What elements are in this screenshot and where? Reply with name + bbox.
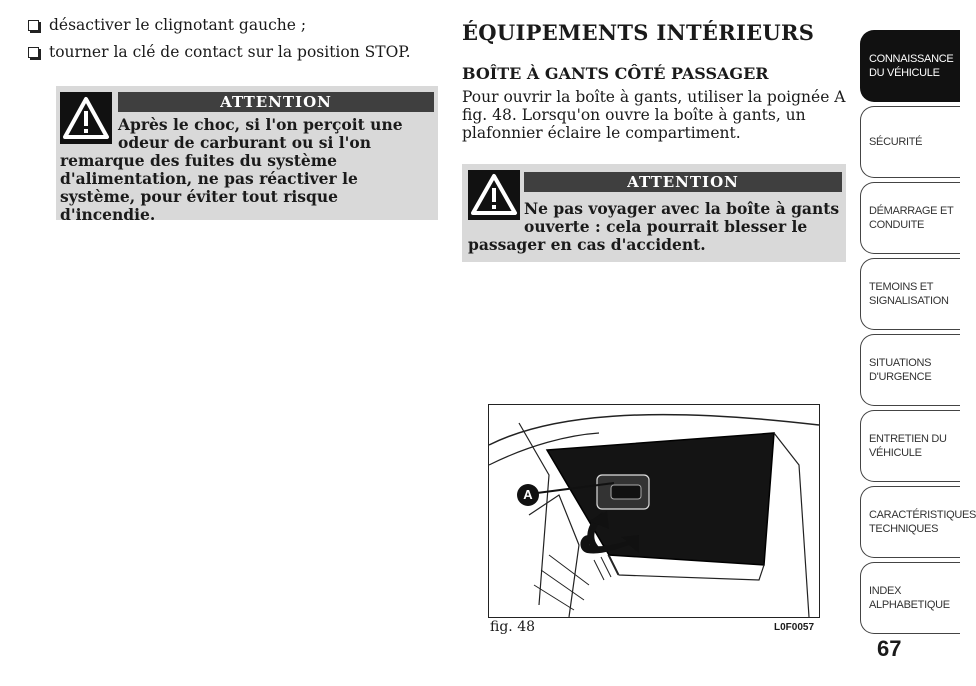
bullet-list [28, 12, 428, 66]
callout-a: A [517, 484, 539, 506]
tab-connaissance-vehicule[interactable] [860, 30, 960, 102]
warning-text-first: Ne pas voyager avec la boîte à gants ouverte : cela pourrait blesser le [524, 199, 840, 236]
tab-label: CONNAISSANCE DU VÉHICULE [869, 53, 954, 79]
bullet-text: tourner la clé de contact sur la position STOP. [49, 43, 411, 61]
tab-label: DÉMARRAGE ET CONDUITE [869, 205, 954, 231]
tab-situations-urgence[interactable] [860, 334, 960, 406]
tab-label: SITUATIONS D'URGENCE [869, 357, 932, 383]
tab-temoins-signalisation[interactable] [860, 258, 960, 330]
bullet-text: désactiver le clignotant gauche ; [49, 16, 307, 34]
section-title: ÉQUIPEMENTS INTÉRIEURS [462, 20, 815, 45]
warning-box-glovebox [462, 164, 846, 262]
checkbox-bullet-icon [28, 47, 39, 58]
warning-title: ATTENTION [524, 172, 842, 192]
warning-triangle-icon [468, 170, 520, 220]
tab-label: ENTRETIEN DU VÉHICULE [869, 433, 947, 459]
tab-label: CARACTÉRISTIQUES TECHNIQUES [869, 509, 976, 535]
warning-text-rest: remarque des fuites du système d'alimentation, ne pas réactiver le système, pour éviter tout risque d'incendie. [60, 151, 358, 224]
list-item [28, 39, 428, 66]
checkbox-bullet-icon [28, 20, 39, 31]
tab-caracteristiques-techniques[interactable] [860, 486, 976, 558]
glovebox-illustration [488, 404, 820, 618]
warning-text-first: Après le choc, si l'on perçoit une odeur de carburant ou si l'on [118, 115, 403, 152]
tab-index-alphabetique[interactable] [860, 562, 960, 634]
figure-caption: fig. 48 [490, 619, 536, 635]
warning-triangle-icon [60, 92, 112, 144]
tab-entretien-vehicule[interactable] [860, 410, 960, 482]
section-subtitle: BOÎTE À GANTS CÔTÉ PASSAGER [462, 64, 769, 83]
list-item [28, 12, 428, 39]
warning-text-rest: passager en cas d'accident. [468, 235, 706, 254]
section-paragraph: Pour ouvrir la boîte à gants, utiliser la poignée A fig. 48. Lorsqu'on ouvre la boîte à gants, un plafonnier éclaire le compartiment. [462, 88, 846, 142]
tab-securite[interactable] [860, 106, 960, 178]
tab-demarrage-conduite[interactable] [860, 182, 960, 254]
warning-box-fuel [56, 86, 438, 224]
tab-label: SÉCURITÉ [869, 136, 923, 148]
figure-code: L0F0057 [774, 622, 815, 633]
tab-label: TEMOINS ET SIGNALISATION [869, 281, 949, 307]
page-number: 67 [877, 636, 902, 661]
chapter-tabs [860, 0, 976, 686]
tab-label: INDEX ALPHABETIQUE [869, 585, 950, 611]
warning-title: ATTENTION [118, 92, 434, 112]
